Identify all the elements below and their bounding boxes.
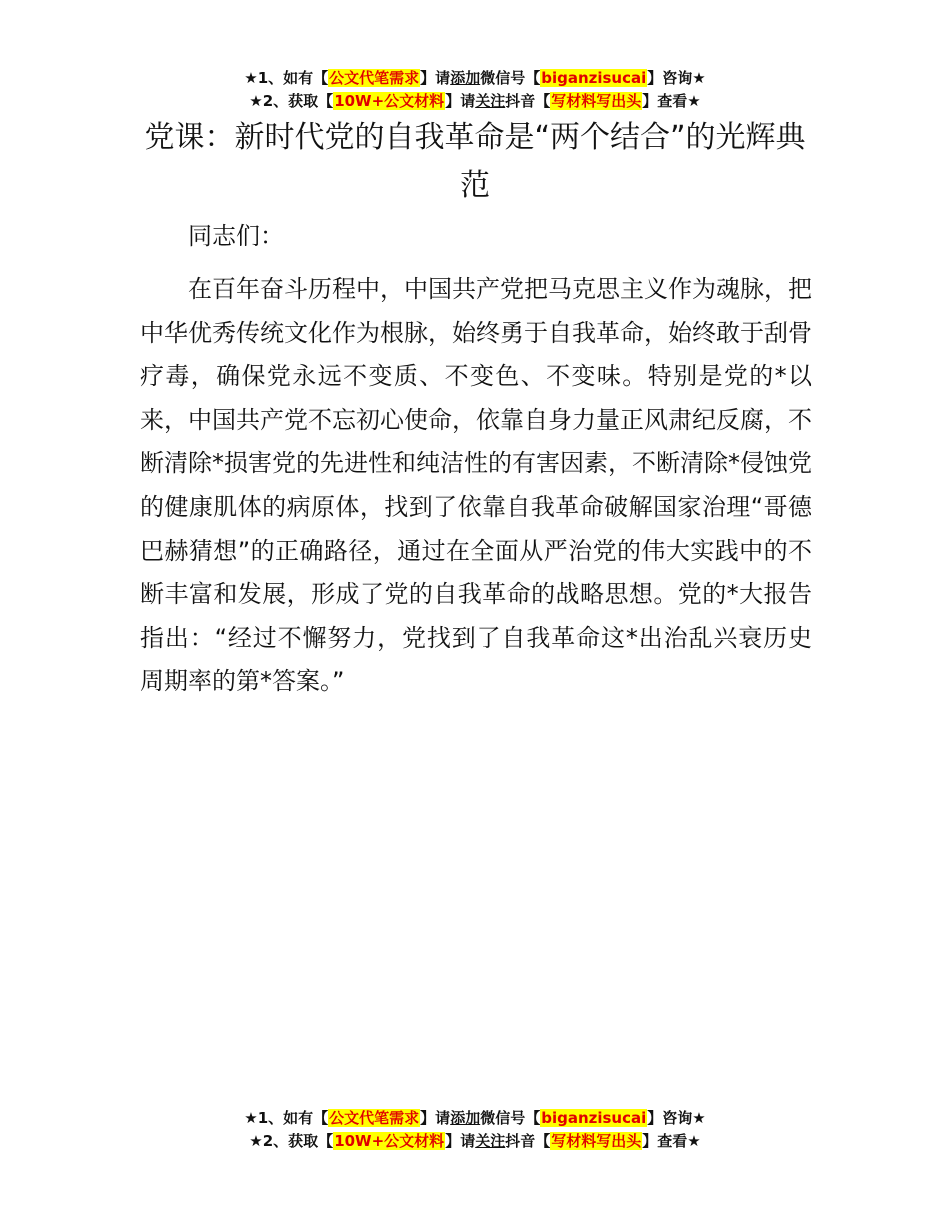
promo-line-1 [0,1107,950,1130]
promo-highlight: 写材料写出头 [551,92,642,110]
promo-text: 】请 [445,1132,476,1150]
promo-text: 】查看★ [642,92,701,110]
promo-text: 】查看★ [642,1132,701,1150]
header-promo-banner [0,67,950,113]
promo-highlight: biganzisucai [541,1109,647,1127]
promo-text: 】请 [420,1109,451,1127]
document-title: 党课：新时代党的自我革命是“两个结合”的光辉典范 [144,120,806,203]
promo-line-1 [0,67,950,90]
promo-highlight: 写材料写出头 [551,1132,642,1150]
promo-text: 】咨询★ [647,1109,706,1127]
promo-text: 抖音【 [505,1132,551,1150]
promo-highlight: 公文代笔需求 [329,69,420,87]
promo-text: ★1、如有【 [244,69,329,87]
salutation: 同志们： [188,222,284,250]
promo-underlined: 关注 [475,1132,506,1150]
promo-underlined: 添加 [450,1109,481,1127]
promo-highlight: 公文代笔需求 [329,1109,420,1127]
promo-highlight: 10W+公文材料 [334,1132,445,1150]
promo-text: 】请 [420,69,451,87]
promo-underlined: 关注 [475,92,506,110]
promo-line-2 [0,1130,950,1153]
promo-text: 】咨询★ [647,69,706,87]
promo-text: ★1、如有【 [244,1109,329,1127]
footer-promo-banner [0,1107,950,1153]
promo-text: 微信号【 [480,1109,541,1127]
promo-text: 】请 [445,92,476,110]
promo-highlight: 10W+公文材料 [334,92,445,110]
promo-text: ★2、获取【 [249,1132,334,1150]
document-body [140,214,812,704]
promo-text: 微信号【 [480,69,541,87]
promo-text: ★2、获取【 [249,92,334,110]
body-paragraph: 在百年奋斗历程中，中国共产党把马克思主义作为魂脉，把中华优秀传统文化作为根脉，始终勇于自我革命，始终敢于刮骨疗毒，确保党永远不变质、不变色、不变味。特别是党的*以来，中国共产党不忘初心使命，依靠自身力量正风肃纪反腐，不断清除*损害党的先进性和纯洁性的有害因素，不断清除*侵蚀党的健康肌体的病原体，找到了依靠自我革命破解国家治理“哥德巴赫猜想”的正确路径，通过在全面从严治党的伟大实践中的不断丰富和发展，形成了党的自我革命的战略思想。党的*大报告指出：“经过不懈努力，党找到了自我革命这*出治乱兴衰历史周期率的第*答案。” [140,275,812,696]
promo-underlined: 添加 [450,69,481,87]
promo-line-2 [0,90,950,113]
promo-highlight: biganzisucai [541,69,647,87]
promo-text: 抖音【 [505,92,551,110]
